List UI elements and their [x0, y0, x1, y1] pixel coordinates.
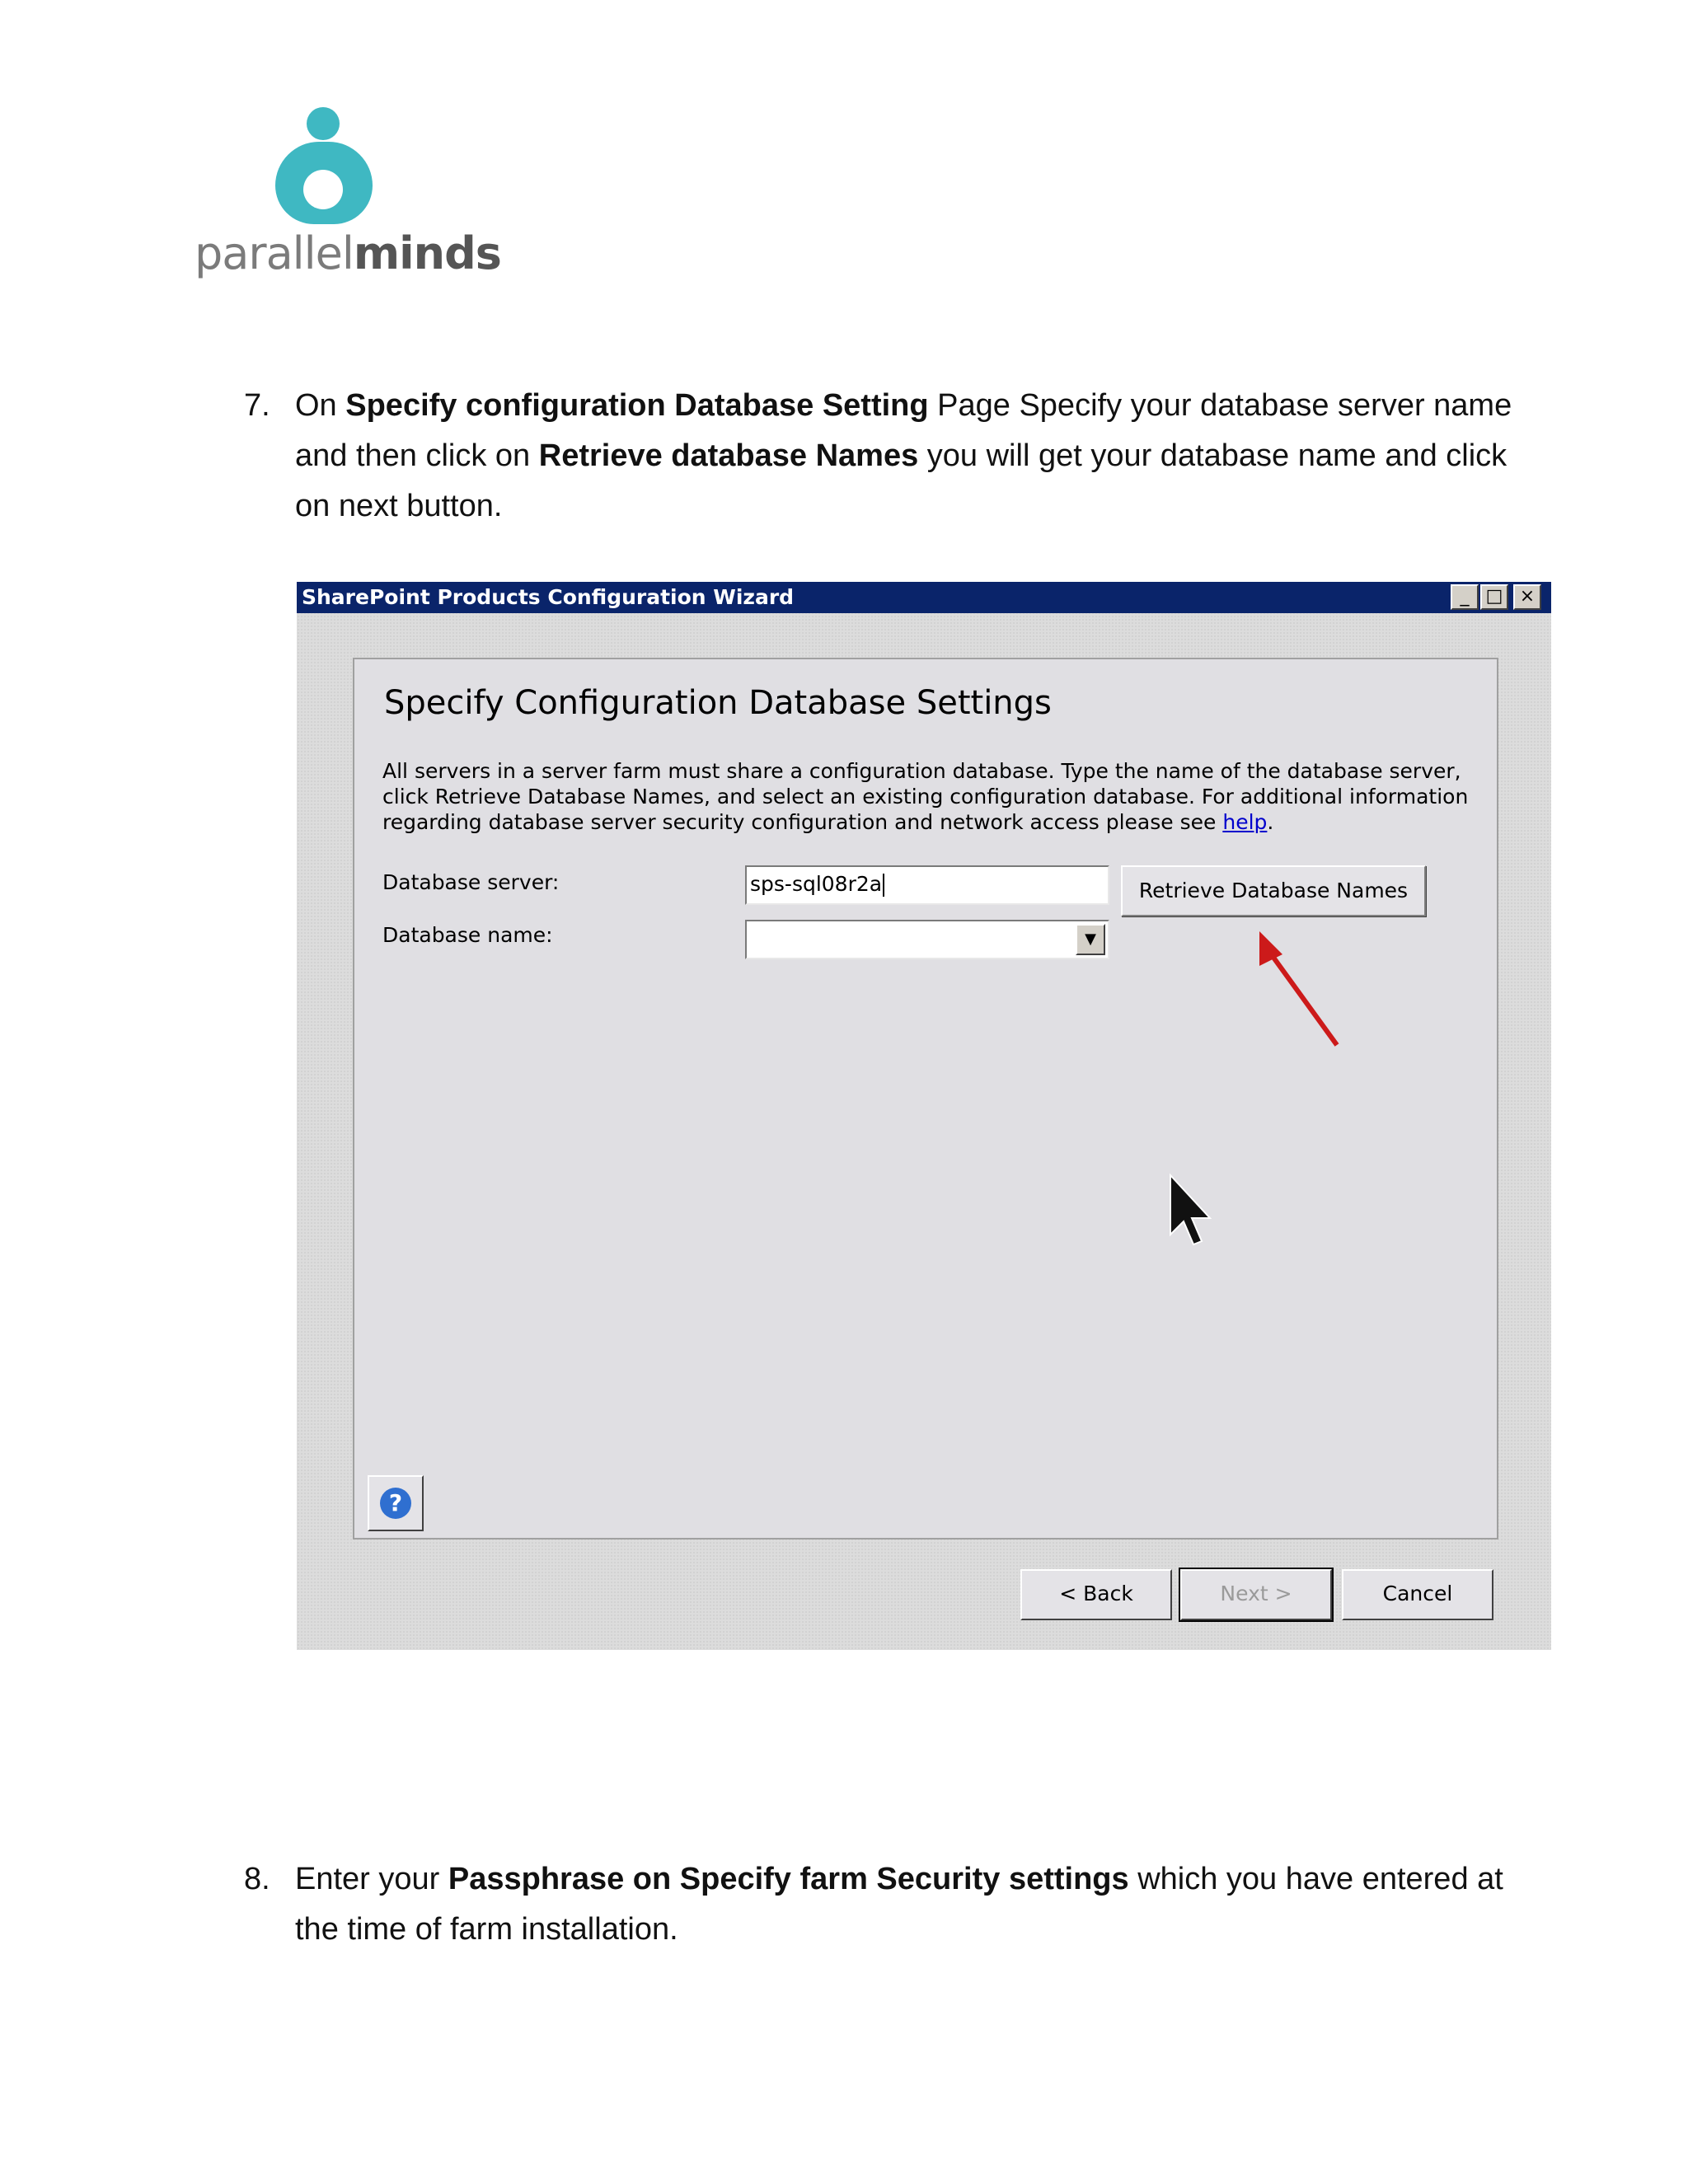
settings-panel [353, 658, 1498, 1540]
company-logo [195, 104, 501, 293]
chevron-down-icon[interactable]: ▼ [1076, 924, 1105, 955]
logo-wordmark [195, 227, 501, 279]
back-button[interactable]: < Back [1020, 1569, 1172, 1620]
cancel-button[interactable]: Cancel [1342, 1569, 1493, 1620]
database-server-value: sps-sql08r2a [750, 872, 883, 896]
help-icon: ? [380, 1488, 411, 1519]
minimize-icon[interactable]: _ [1451, 584, 1479, 610]
close-icon[interactable]: × [1513, 584, 1541, 610]
step-text [295, 381, 1531, 532]
wizard-window [297, 582, 1551, 1650]
database-name-label: Database name: [382, 923, 553, 947]
step-text-part: you will get your database name and click on next button. [295, 438, 1507, 523]
description-text: All servers in a server farm must share a configuration database. Type the name of the database server, click Retrieve Database Names, and select an existing configuration database. For additional information regarding database server security configuration and network access please see [382, 759, 1469, 834]
logo-wordmark-bold: minds [353, 227, 501, 279]
step-text-part: On [295, 388, 346, 423]
step-text-part: which you have entered at the time of farm installation. [295, 1862, 1503, 1947]
database-server-label: Database server: [382, 870, 560, 894]
logo-inner-shape [303, 170, 343, 209]
next-button[interactable]: Next > [1180, 1569, 1332, 1620]
logo-head-shape [307, 107, 340, 140]
window-title: SharePoint Products Configuration Wizard [302, 585, 795, 609]
step-text [295, 1854, 1531, 1955]
step-number: 8. [244, 1862, 270, 1896]
step-text-part: Page Specify your database server name and then click on [295, 388, 1512, 473]
logo-wordmark-light: parallel [195, 227, 354, 279]
window-titlebar [297, 582, 1551, 613]
panel-title: Specify Configuration Database Settings [384, 684, 1052, 722]
step-bold-text: Specify configuration Database Setting [345, 388, 929, 423]
step-bold-text: Passphrase on Specify farm Security settings [448, 1862, 1129, 1896]
maximize-icon[interactable]: □ [1480, 584, 1508, 610]
help-button[interactable] [368, 1475, 424, 1531]
step-text-part: Enter your [295, 1862, 448, 1896]
panel-description [382, 758, 1479, 835]
database-server-input[interactable] [745, 865, 1109, 905]
help-link[interactable]: help [1222, 810, 1268, 834]
database-name-select[interactable] [745, 920, 1109, 959]
text-caret [883, 874, 884, 897]
description-end: . [1267, 810, 1274, 834]
step-bold-text: Retrieve database Names [538, 438, 919, 473]
retrieve-database-names-button[interactable]: Retrieve Database Names [1121, 865, 1426, 916]
step-number: 7. [244, 388, 270, 423]
